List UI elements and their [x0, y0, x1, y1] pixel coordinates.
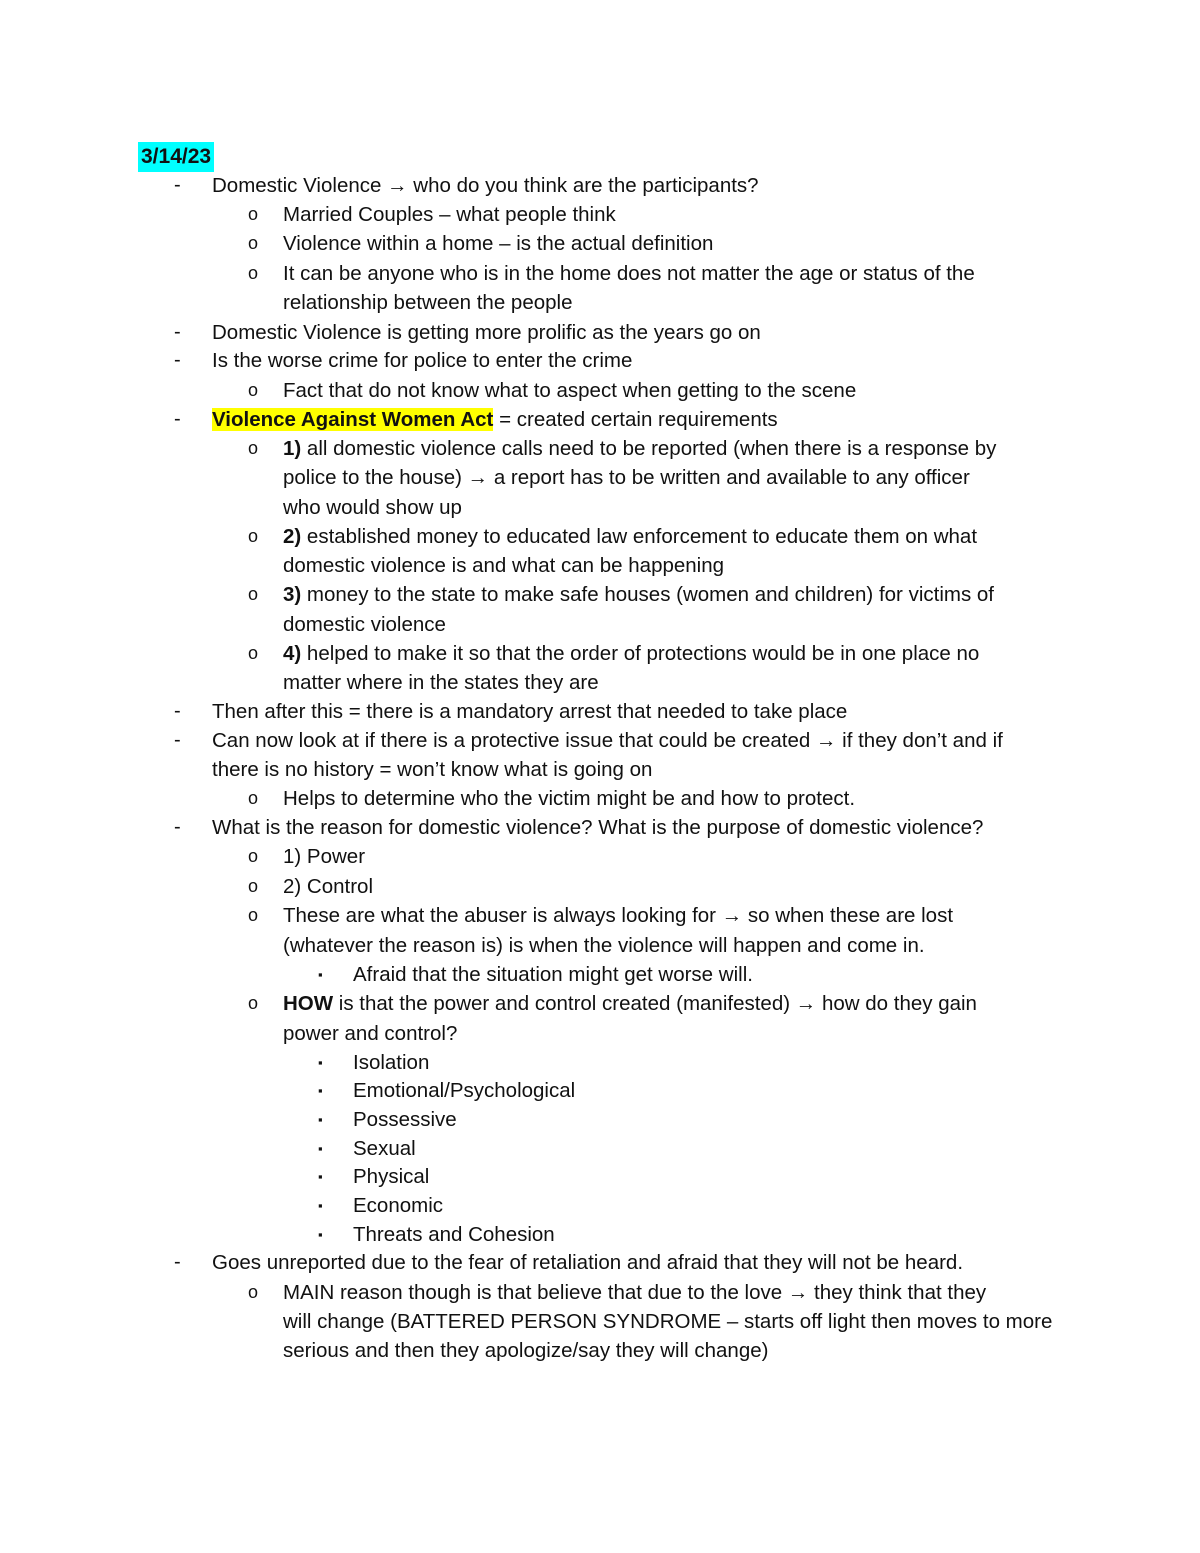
square-bullet: ▪	[318, 1083, 323, 1098]
square-bullet: ▪	[318, 1141, 323, 1156]
square-bullet: ▪	[318, 1169, 323, 1184]
list-item-continuation: (whatever the reason is) is when the violence will happen and come in.	[283, 934, 925, 957]
list-item-continuation: police to the house) → a report has to be written and available to any officer	[283, 466, 970, 489]
list-item: Possessive	[353, 1108, 457, 1131]
dash-bullet: -	[174, 321, 181, 343]
list-item: It can be anyone who is in the home does not matter the age or status of the	[283, 262, 975, 285]
list-item: 1) all domestic violence calls need to be reported (when there is a response by	[283, 437, 997, 460]
list-item: 4) helped to make it so that the order of protections would be in one place no	[283, 642, 980, 665]
square-bullet: ▪	[318, 1227, 323, 1242]
list-item: 3) money to the state to make safe houses (women and children) for victims of	[283, 583, 995, 606]
list-item: These are what the abuser is always looking for → so when these are lost	[283, 904, 954, 927]
circle-bullet: o	[248, 526, 259, 546]
list-item: Fact that do not know what to aspect when getting to the scene	[283, 379, 857, 402]
list-item: Domestic Violence is getting more prolific as the years go on	[212, 321, 761, 344]
highlighted-term: Violence Against Women Act	[212, 408, 494, 431]
arrow-icon: →	[795, 992, 817, 1015]
list-item: 2) established money to educated law enforcement to educate them on what	[283, 525, 978, 548]
list-item-continuation: relationship between the people	[283, 291, 573, 314]
list-item-continuation: serious and then they apologize/say they will change)	[283, 1339, 769, 1362]
arrow-icon: →	[387, 174, 408, 197]
list-item: Is the worse crime for police to enter the crime	[212, 349, 633, 372]
dash-bullet: -	[174, 700, 181, 722]
dash-bullet: -	[174, 408, 181, 430]
circle-bullet: o	[248, 233, 259, 253]
list-item: Helps to determine who the victim might be and how to protect.	[283, 787, 856, 810]
dash-bullet: -	[174, 174, 181, 196]
circle-bullet: o	[248, 204, 259, 224]
list-item-continuation: power and control?	[283, 1022, 458, 1045]
dash-bullet: -	[174, 729, 181, 751]
list-item-continuation: domestic violence	[283, 613, 446, 636]
list-item-continuation: there is no history = won’t know what is going on	[212, 758, 653, 781]
circle-bullet: o	[248, 993, 259, 1013]
circle-bullet: o	[248, 846, 259, 866]
circle-bullet: o	[248, 380, 259, 400]
arrow-icon: →	[787, 1281, 809, 1304]
list-item: Violence Against Women Act = created certain requirements	[212, 408, 778, 431]
list-item: Then after this = there is a mandatory arrest that needed to take place	[212, 700, 848, 723]
circle-bullet: o	[248, 263, 259, 283]
list-item: MAIN reason though is that believe that due to the love → they think that they	[283, 1281, 987, 1304]
list-item: Goes unreported due to the fear of retaliation and afraid that they will not be heard.	[212, 1251, 964, 1274]
circle-bullet: o	[248, 438, 259, 458]
list-item: What is the reason for domestic violence? What is the purpose of domestic violence?	[212, 816, 984, 839]
list-item: 1) Power	[283, 845, 366, 868]
list-item-continuation: domestic violence is and what can be happening	[283, 554, 725, 577]
dash-bullet: -	[174, 1251, 181, 1273]
list-item: HOW is that the power and control created (manifested) → how do they gain	[283, 992, 977, 1015]
square-bullet: ▪	[318, 1112, 323, 1127]
circle-bullet: o	[248, 876, 259, 896]
dash-bullet: -	[174, 349, 181, 371]
dash-bullet: -	[174, 816, 181, 838]
circle-bullet: o	[248, 1282, 259, 1302]
square-bullet: ▪	[318, 1198, 323, 1213]
list-item: Isolation	[353, 1051, 430, 1074]
list-item: Sexual	[353, 1137, 416, 1160]
list-item: Physical	[353, 1165, 430, 1188]
arrow-icon: →	[721, 904, 743, 927]
list-item: Married Couples – what people think	[283, 203, 616, 226]
list-item: 2) Control	[283, 875, 374, 898]
list-item: Can now look at if there is a protective issue that could be created → if they don’t and if	[212, 729, 1003, 752]
list-item-continuation: matter where in the states they are	[283, 671, 599, 694]
circle-bullet: o	[248, 788, 259, 808]
list-item: Domestic Violence → who do you think are the participants?	[212, 174, 759, 197]
list-item: Threats and Cohesion	[353, 1223, 555, 1246]
square-bullet: ▪	[318, 1055, 323, 1070]
arrow-icon: →	[467, 466, 489, 489]
list-item: Economic	[353, 1194, 444, 1217]
list-item: Afraid that the situation might get worse will.	[353, 963, 753, 986]
list-item-continuation: who would show up	[283, 496, 462, 519]
list-item: Emotional/Psychological	[353, 1079, 576, 1102]
circle-bullet: o	[248, 643, 259, 663]
circle-bullet: o	[248, 905, 259, 925]
arrow-icon: →	[815, 729, 837, 752]
list-item-continuation: will change (BATTERED PERSON SYNDROME – starts off light then moves to more	[283, 1310, 1053, 1333]
date-heading: 3/14/23	[138, 142, 214, 172]
list-item: Violence within a home – is the actual definition	[283, 232, 714, 255]
square-bullet: ▪	[318, 967, 323, 982]
circle-bullet: o	[248, 584, 259, 604]
